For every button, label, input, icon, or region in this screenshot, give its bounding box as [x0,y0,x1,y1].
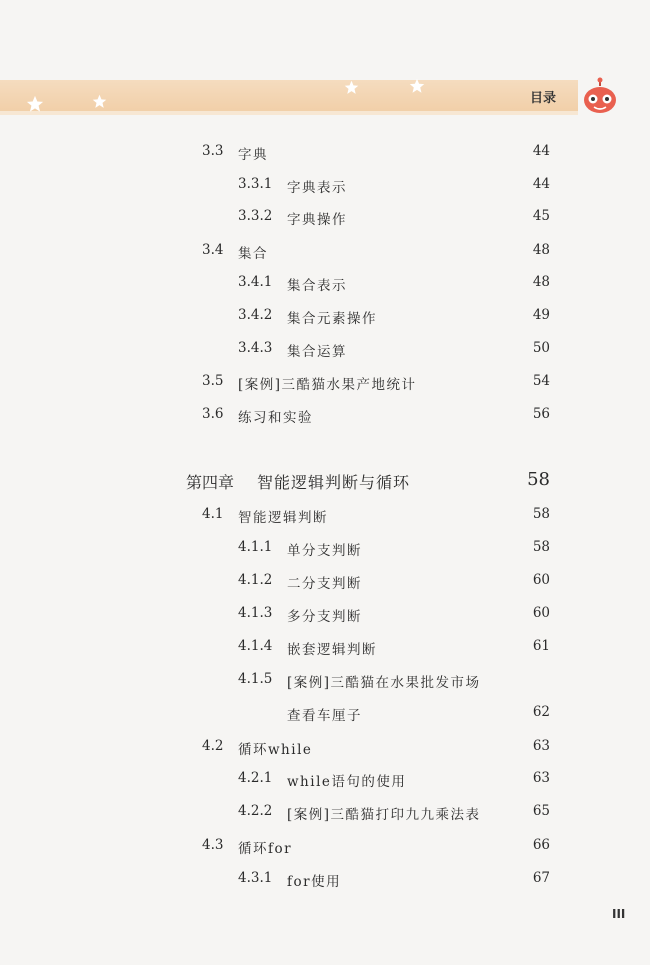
toc-page: 49 [532,307,550,323]
toc-title: 嵌套逻辑判断 [287,642,377,658]
star-icon [26,95,44,113]
header-band-edge [0,111,578,115]
toc-page: 67 [532,870,550,886]
toc-number: 4.3.1 [238,870,273,886]
toc-title: [案例]三酷猫水果产地统计 [238,377,417,393]
toc-entry[interactable] [0,307,650,333]
toc-title: 多分支判断 [287,609,362,625]
toc-title: 字典操作 [287,212,347,228]
toc-page: 44 [532,176,550,192]
toc-page: 58 [532,506,550,522]
toc-entry[interactable] [0,638,650,664]
toc-number: 3.3 [202,143,224,159]
toc-page: 50 [532,340,550,356]
toc-title: 集合 [238,246,268,262]
toc-number: 4.1.5 [238,671,273,687]
toc-number: 4.1.4 [238,638,273,654]
toc-title: 集合运算 [287,344,347,360]
toc-entry[interactable] [0,373,650,399]
toc-number: 3.6 [202,406,224,422]
page-folio: III [612,907,626,921]
toc-title: 智能逻辑判断 [238,510,328,526]
toc-entry-continuation[interactable] [0,704,650,730]
toc-page: 45 [532,208,550,224]
toc-page: 66 [532,837,550,853]
toc-chapter-title: 智能逻辑判断与循环 [257,473,411,492]
toc-title: 二分支判断 [287,576,362,592]
toc-entry[interactable] [0,539,650,565]
toc-entry[interactable] [0,870,650,896]
toc-entry[interactable] [0,837,650,863]
star-icon [92,94,107,109]
toc-chapter-number: 第四章 [186,473,235,492]
toc-page: 54 [532,373,550,389]
header-band [0,80,578,112]
toc-title: 练习和实验 [238,410,313,426]
toc-entry[interactable] [0,770,650,796]
toc-title: 字典 [238,147,268,163]
toc-number: 4.1 [202,506,224,522]
toc-number: 3.4.1 [238,274,273,290]
toc-number: 3.3.2 [238,208,273,224]
toc-title: 查看车厘子 [287,708,362,724]
toc-number: 4.1.2 [238,572,273,588]
toc-entry[interactable] [0,738,650,764]
toc-page: 58 [532,539,550,555]
toc-entry[interactable] [0,208,650,234]
toc-entry[interactable] [0,340,650,366]
toc-page: 56 [532,406,550,422]
toc-entry[interactable] [0,274,650,300]
toc-page: 63 [532,738,550,754]
toc-page: 48 [532,242,550,258]
toc-title: [案例]三酷猫在水果批发市场 [287,675,481,691]
toc-page: 61 [532,638,550,654]
toc-entry[interactable] [0,143,650,169]
toc-number: 3.5 [202,373,224,389]
toc-page: 48 [532,274,550,290]
toc-title: 集合元素操作 [287,311,377,327]
toc-title: 循环for [238,841,293,857]
toc-page: 60 [532,605,550,621]
toc-number: 4.3 [202,837,224,853]
toc-page: 60 [532,572,550,588]
toc-page: 44 [532,143,550,159]
star-icon [409,78,425,94]
toc-number: 3.4.3 [238,340,273,356]
toc-title: for使用 [287,874,342,890]
toc-number: 4.2 [202,738,224,754]
toc-number: 4.2.2 [238,803,273,819]
toc-title: while语句的使用 [287,774,407,790]
toc-title: [案例]三酷猫打印九九乘法表 [287,807,481,823]
toc-title: 集合表示 [287,278,347,294]
toc-entry[interactable] [0,671,650,697]
toc-number: 4.2.1 [238,770,273,786]
toc-page: 63 [532,770,550,786]
toc-page: 65 [532,803,550,819]
toc-number: 3.4.2 [238,307,273,323]
toc-entry[interactable] [0,242,650,268]
toc-entry[interactable] [0,803,650,829]
toc-page: 58 [527,469,550,490]
toc-title: 字典表示 [287,180,347,196]
star-icon [344,80,359,95]
toc-number: 3.3.1 [238,176,273,192]
toc-title: 单分支判断 [287,543,362,559]
toc-title: 循环while [238,742,313,758]
toc-page: 62 [532,704,550,720]
toc-entry[interactable] [0,572,650,598]
toc-chapter-entry[interactable] [0,470,650,496]
header-title: 目录 [530,91,557,106]
toc-number: 3.4 [202,242,224,258]
toc-entry[interactable] [0,406,650,432]
toc-number: 4.1.3 [238,605,273,621]
toc-entry[interactable] [0,605,650,631]
toc-entry[interactable] [0,176,650,202]
toc-number: 4.1.1 [238,539,273,555]
robot-mascot-icon [580,76,620,116]
toc-entry[interactable] [0,506,650,532]
